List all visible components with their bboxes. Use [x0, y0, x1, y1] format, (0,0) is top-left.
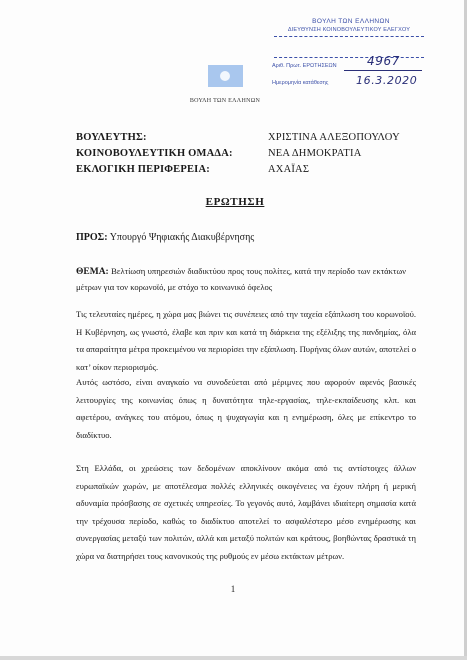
handwritten-date: 16.3.2020	[356, 74, 418, 87]
subject-value: Βελτίωση υπηρεσιών διαδικτύου προς τους πολίτες, κατά την περίοδο των εκτάκτων μέτρων για τον κορωνοϊό, με στόχο το κοινωνικό όφελος	[76, 266, 407, 292]
greek-parliament-flag-icon	[208, 65, 243, 87]
stamp-box	[274, 36, 424, 58]
mp-label: ΒΟΥΛΕΥΤΗΣ:	[76, 132, 147, 143]
addressee-line	[76, 232, 254, 243]
handwritten-protocol-number: 4967	[367, 54, 400, 68]
stamp-date-label: Ημερομηνία κατάθεσης	[272, 80, 329, 86]
group-label: ΚΟΙΝΟΒΟΥΛΕΥΤΙΚΗ ΟΜΑΔΑ:	[76, 148, 233, 159]
stamp-protocol-label: Αριθ. Πρωτ. ΕΡΩΤΗΣΕΩΝ	[272, 63, 337, 69]
subject-block	[76, 264, 406, 295]
parliament-label: ΒΟΥΛΗ ΤΩΝ ΕΛΛΗΝΩΝ	[189, 98, 261, 104]
subject-label: ΘΕΜΑ:	[76, 267, 109, 277]
paragraph-3: Στη Ελλάδα, οι χρεώσεις των δεδομένων αποκλίνουν ακόμα από τις αντίστοιχες άλλων ευρωπαϊκών χωρών, με αποτέλεσμα πολλές ελληνικές οικογένειες να έχουν πλήρη ή μερική αδυναμία πρόσβασης σε σχετικές υπηρεσίες. Το γεγονός αυτό, λαμβάνει ιδιαίτερη σημασία κατά την τρέχουσα περίοδο, καθώς το διαδίκτυο αποτελεί το ασφαλέστερο μέσο ενημέρωσης και συνεργασίας μεταξύ των πολιτών, αλλά και μεταξύ πολιτών και κράτους, βοηθώντας δραστικά τη χώρα να διατηρήσει τους κανονικούς της ρυθμούς εν μέσω εκτάκτων μέτρων.	[76, 463, 416, 561]
mp-value: ΧΡΙΣΤΙΝΑ ΑΛΕΞΟΠΟΥΛΟΥ	[268, 132, 400, 143]
scan-edge-bottom	[0, 656, 467, 660]
addressee-label: ΠΡΟΣ:	[76, 232, 108, 243]
page-number: 1	[230, 584, 236, 594]
group-value: ΝΕΑ ΔΗΜΟΚΡΑΤΙΑ	[268, 148, 362, 159]
region-value: ΑΧΑΪΑΣ	[268, 164, 310, 175]
stamp-subtitle: ΔΙΕΥΘΥΝΣΗ ΚΟΙΝΟΒΟΥΛΕΥΤΙΚΟΥ ΕΛΕΓΧΟΥ	[287, 27, 411, 33]
emblem-mark-icon	[220, 71, 230, 81]
paragraph-1: Τις τελευταίες ημέρες, η χώρα μας βιώνει τις συνέπειες από την ταχεία εξάπλωση του κορωνοϊού. Η Κυβέρνηση, ως γνωστό, έλαβε και πριν και κατά τη διάρκεια της εξέλιξης της πανδημίας, όλα τα απαραίτητα μέτρα προκειμένου να περιορίσει την εξάπλωση. Πυρήνας όλων αυτών, αποτελεί ο κατ’ οίκον περιορισμός.	[76, 309, 416, 372]
addressee-value: Υπουργό Ψηφιακής Διακυβέρνησης	[109, 232, 255, 243]
document-title: ΕΡΩΤΗΣΗ	[205, 196, 265, 208]
stamp-title: ΒΟΥΛΗ ΤΩΝ ΕΛΛΗΝΩΝ	[312, 18, 390, 25]
protocol-stamp	[264, 18, 424, 94]
paragraph-2: Αυτός ωστόσο, είναι αναγκαίο να συνοδεύεται από μέριμνες που αφορούν αφενός βασικές λειτουργίες της κοινωνίας όπως η δυνατότητα τηλε-εργασίας, τηλε-εκπαίδευσης κλπ. και αφετέρου, ανάγκες του ατόμου, όπως η ψυχαγωγία και η ενημέρωση, όλες με επίκεντρο το διαδίκτυο.	[76, 377, 416, 440]
stamp-underline	[344, 70, 422, 71]
region-label: ΕΚΛΟΓΙΚΗ ΠΕΡΙΦΕΡΕΙΑ:	[76, 164, 210, 175]
